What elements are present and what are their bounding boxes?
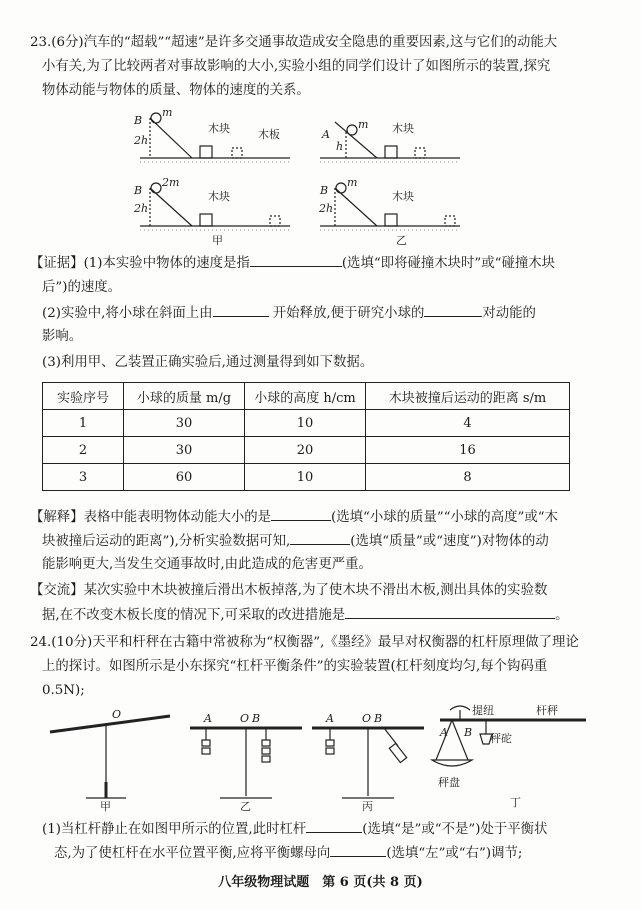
table-header: 实验序号 [43,383,124,410]
q23-label-2h3: 2h [319,202,334,215]
explain-line1 [30,508,558,527]
table-cell: 2 [43,437,124,464]
explain-q2-text: 块被撞后运动的距离”),分析实验数据可知, [42,534,291,549]
q23-label-2h2: 2h [134,202,149,215]
q23-label-block4: 木块 [392,190,414,203]
q24-label-A3: A [440,726,448,739]
table-header: 木块被撞后运动的距离 s/m [366,383,570,410]
answer-blank-speed[interactable] [250,254,342,267]
q24-caption-yi: 乙 [240,800,251,812]
q23-label-m2: m [358,118,369,131]
table-cell: 60 [124,464,245,491]
q24-line3: 0.5N); [42,683,85,698]
evidence-q2-text: (2)实验中,将小球在斜面上由 [42,306,213,321]
evidence-q1-text: (1)本实验中物体的速度是指 [83,256,250,271]
q24-caption-jia: 甲 [100,800,111,812]
comm-period: 。 [555,608,569,623]
table-header-row [43,383,570,410]
q24-label-tiniu: 提纽 [472,704,494,717]
q23-caption-jia: 甲 [212,234,223,247]
q23-label-block1: 木块 [208,122,230,135]
q24-line2: 上的探讨。如图所示是小东探究“杠杆平衡条件”的实验装置(杠杆刻度均匀,每个钩码重 [42,659,548,674]
q23-label-m1: m [162,108,173,119]
q24-label-O3: O [362,712,372,725]
q24-label-B3: B [464,726,473,739]
q24-p1-text: (1)当杠杆静止在如图甲所示的位置,此时杠杆 [42,822,307,837]
evidence-line1b: 后”)的速度。 [42,280,122,295]
q23-label-B2: B [134,184,143,197]
table-cell: 30 [124,410,245,437]
q23-label-board: 木板 [258,128,280,141]
q24-label-A1: A [204,712,212,725]
q24-label-B1: B [252,712,261,725]
explain-tag: 【解释】 [30,510,84,525]
evidence-line2 [42,304,536,323]
answer-blank-factor[interactable] [424,304,482,317]
table-row [43,464,570,491]
explain-line3: 能影响更大,当发生交通事故时,由此造成的危害更严重。 [42,557,372,572]
comm-line2 [42,606,569,625]
evidence-q2-end: 对动能的 [482,306,536,321]
explain-q1-options: (选填“小球的质量”“小球的高度”或“木 [331,510,558,525]
explain-line2 [42,532,549,551]
answer-blank-influence[interactable] [290,532,350,545]
page-footer: 八年级物理试题 第 6 页(共 8 页) [218,875,423,890]
q24-p1-options2: (选填“左”或“右”)调节; [386,846,523,861]
table-header: 小球的质量 m/g [124,383,245,410]
q23-label-block2: 木块 [392,122,414,135]
q23-label-m3: m [347,176,358,189]
q24-label-A2: A [326,712,334,725]
q24-label-chengtuo: 秤砣 [490,732,512,745]
comm-text: 某次实验中木块被撞后滑出木板掉落,为了使木块不滑出木板,测出具体的实验数 [83,583,548,598]
table-row [43,437,570,464]
q24-label-O2: O [240,712,250,725]
q23-label-2m: 2m [162,176,180,189]
q23-ramp-figure [120,108,460,248]
q24-p1-line1 [42,820,547,839]
q23-label-B1: B [134,114,143,127]
explain-q1-text: 表格中能表明物体动能大小的是 [83,510,272,525]
q24-p1-line2 [54,844,522,863]
evidence-line1 [30,254,555,273]
comm-line1 [30,582,547,600]
q24-line1: 24.(10分)天平和杆秤在古籍中常被称为“权衡器”,《墨经》最早对权衡器的杠杆原理做了理论 [30,635,579,650]
q23-line1: 23.(6分)汽车的“超载”“超速”是许多交通事故造成安全隐患的重要因素,这与它们的动能大 [30,35,558,50]
answer-blank-direction[interactable] [330,844,386,857]
q24-lever-figure [40,700,600,812]
q24-label-gancheng: 杆秤 [536,704,558,717]
table-cell: 20 [245,437,366,464]
q23-label-B3: B [320,184,329,197]
evidence-line2b: 影响。 [42,329,83,344]
q24-label-O: O [112,708,122,721]
evidence-q2-mid: 开始释放,便于研究小球的 [272,306,425,321]
data-table [42,382,570,491]
q23-label-A: A [322,128,330,141]
comm-tag: 【交流】 [30,583,84,598]
q24-caption-ding: 丁 [510,796,521,809]
table-cell: 30 [124,437,245,464]
evidence-line3: (3)利用甲、乙装置正确实验后,通过测量得到如下数据。 [42,355,374,370]
evidence-tag: 【证据】 [30,256,84,271]
comm-text2: 据,在不改变木板长度的情况下,可采取的改进措施是 [42,608,346,623]
answer-blank-improvement[interactable] [345,606,555,619]
table-cell: 16 [366,437,570,464]
explain-q2-options: (选填“质量”或“速度”)对物体的动 [350,534,549,549]
q24-caption-bing: 丙 [362,800,373,812]
q24-label-chengpan: 秤盘 [438,776,460,789]
table-cell: 10 [245,464,366,491]
table-cell: 8 [366,464,570,491]
table-cell: 1 [43,410,124,437]
table-cell: 10 [245,410,366,437]
q24-p1-options: (选填“是”或“不是”)处于平衡状 [362,822,548,837]
answer-blank-indicator[interactable] [271,508,331,521]
q23-label-2h1: 2h [134,134,149,147]
q24-label-B2: B [374,712,383,725]
table-cell: 4 [366,410,570,437]
q23-line3: 物体动能与物体的质量、物体的速度的关系。 [42,83,310,98]
q24-p1-text2: 态,为了使杠杆在水平位置平衡,应将平衡螺母向 [54,846,331,861]
q23-label-h: h [336,140,344,153]
q23-line2: 小有关,为了比较两者对事故影响的大小,实验小组的同学们设计了如图所示的装置,探究 [42,59,551,74]
table-row [43,410,570,437]
q23-label-block3: 木块 [208,190,230,203]
table-cell: 3 [43,464,124,491]
table-header: 小球的高度 h/cm [245,383,366,410]
answer-blank-release[interactable] [213,304,269,317]
answer-blank-balance[interactable] [306,820,362,833]
evidence-q1-options: (选填“即将碰撞木块时”或“碰撞木块 [341,256,556,271]
q23-caption-yi: 乙 [396,234,407,247]
